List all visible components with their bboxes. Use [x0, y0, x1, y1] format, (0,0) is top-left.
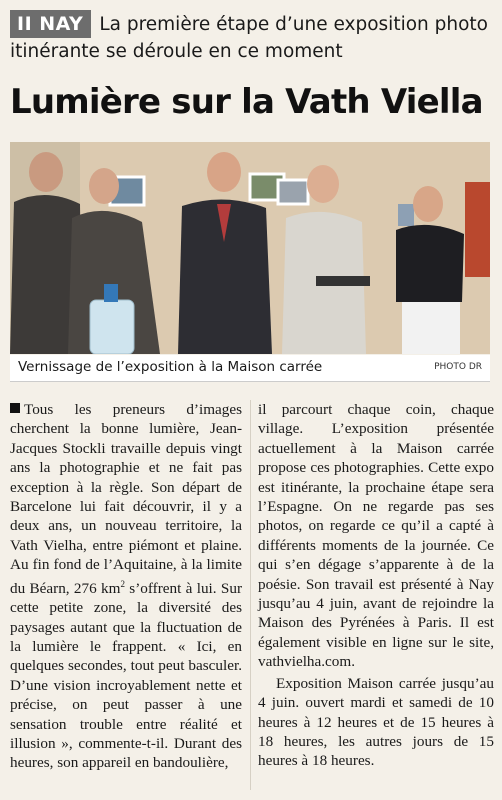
photo-credit: PHOTO DR	[434, 362, 482, 372]
location-tag-label: NAY	[39, 13, 84, 35]
photo-caption-bar	[10, 355, 490, 382]
kicker-text: La première étape d’une exposition photo itinérante se déroule en ce moment	[10, 14, 489, 62]
column-divider	[250, 400, 251, 790]
body-column-2	[258, 400, 494, 771]
location-tag: II NAY	[10, 10, 91, 38]
photo-illustration	[10, 142, 490, 354]
paragraph-marker-icon	[10, 403, 20, 413]
body-text-1a: Tous les preneurs d’images cherchent la bonne lumière, Jean-Jacques Stockli travaille depuis vingt ans la photographie et ne fait pas exception à la règle. Son départ de Barcelone lui fait découvrir, il y a deux ans, un nouveau territoire, la Vath Vielha, entre piémont et plaine. Au fin fond de l’Aquitaine, à la limite du Béarn, 276 km	[10, 401, 242, 597]
body-paragraph-2: il parcourt chaque coin, chaque village. L’exposition présentée actuellement à la Maison carrée propose ces photographies. Cette expo est itinérante, la prochaine étape sera l’Espagne. On ne regarde pas ses photos, on regarde ce qu’il a capté à différents moments de la journée. Ce qui s’en dégage s’apparente à de la poésie. Son travail est présenté à Nay jusqu’au 4 juin, avant de rejoindre la Maison des Pyrénées à Paris. Il est également visible en ligne sur le site, vathvielha.com.	[258, 401, 494, 671]
body-text-1b: s’offrent à lui. Sur cette petite zone, la diversité des paysages autant que la fluctuation de la lumière le frappent. « Ici, en quelques secondes, tout peut basculer. D’une vision incroyablement nette et précise, on peut passer à une sensation trouble entre réalité et illusion », commente-t-il. Durant des heures, son appareil en bandoulière,	[10, 579, 243, 772]
photo-caption: Vernissage de l’exposition à la Maison carrée	[18, 359, 323, 375]
event-photo	[10, 142, 490, 354]
exhibition-info: Exposition Maison carrée jusqu’au 4 juin. ouvert mardi et samedi de 10 heures à 12 heures et de 15 heures à 18 heures, les autres jours de 15 heures à 18 heures.	[258, 674, 494, 770]
body-paragraph-1	[10, 400, 242, 773]
article-kicker	[10, 10, 496, 65]
unit-superscript: 2	[120, 578, 125, 589]
headline: Lumière sur la Vath Viella	[10, 82, 483, 122]
body-column-1	[10, 400, 242, 773]
